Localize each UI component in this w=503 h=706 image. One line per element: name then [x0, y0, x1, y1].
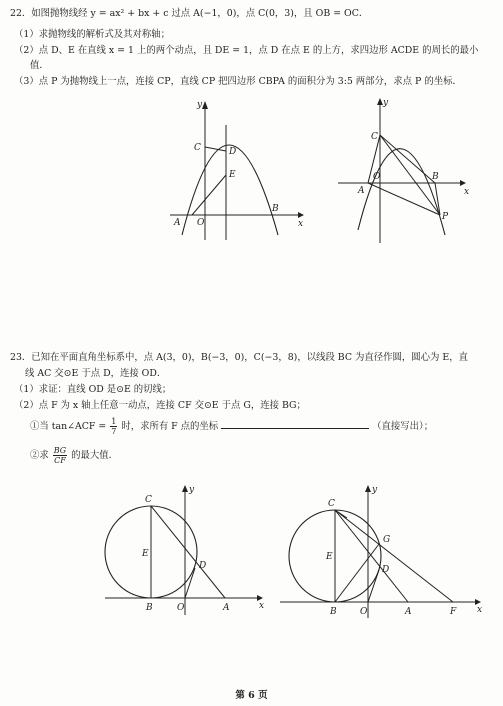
fig4-label-B: B	[330, 607, 337, 617]
fig4-label-O: O	[360, 607, 368, 617]
fig3-label-y: y	[189, 485, 195, 495]
fig2-label-O: O	[373, 172, 381, 182]
q23-figure-1	[95, 480, 270, 620]
q23-part2: （2）点 F 为 x 轴上任意一动点，连接 CF 交⊙E 于点 G，连接 BG；	[14, 400, 306, 411]
q23-sub2-pre: ②求	[30, 450, 49, 461]
fig4-label-C: C	[328, 499, 335, 509]
fig4-label-A: A	[405, 607, 412, 617]
q23-part1: （1）求证：直线 OD 是⊙E 的切线；	[14, 384, 172, 395]
fig3-label-C: C	[145, 495, 152, 505]
q23-stem-line1: 23．已知在平面直角坐标系中，点 A(3，0)，B(−3，0)，C(−3，8)，以线段 BC 为直径作圆，圆心为 E，直	[10, 352, 468, 363]
q23-sub1-pre: ①当 tan∠ACF =	[30, 421, 107, 432]
q22-part1: （1）求抛物线的解析式及其对称轴；	[14, 29, 170, 40]
q22-stem: 22．如图抛物线经 y = ax² + bx + c 过点 A(−1，0)，点 C(0，3)，且 OB = OC．	[10, 8, 369, 19]
fig3-label-E: E	[142, 549, 149, 559]
fig4-label-D: D	[382, 565, 390, 575]
fig2-label-C: C	[371, 132, 378, 142]
fig1-label-O: O	[197, 218, 205, 228]
fig2-label-B: B	[432, 172, 439, 182]
page-number: 第 6 页	[235, 690, 268, 701]
fig1-label-B: B	[272, 204, 279, 214]
fig4-label-y: y	[372, 485, 378, 495]
q23-sub2	[30, 443, 118, 469]
fig4-label-F: F	[450, 607, 457, 617]
q23-figure-2	[275, 480, 495, 620]
fig1-label-x: x	[298, 219, 304, 229]
q23-sub2-den: CF	[54, 456, 66, 465]
q23-sub1-post: 时，求所有 F 点的坐标	[121, 421, 219, 432]
fig2-label-y: y	[383, 98, 389, 108]
fig3-label-x: x	[259, 601, 265, 611]
q23-sub1-tail: （直接写出）；	[372, 421, 434, 432]
fig1-label-E: E	[229, 170, 236, 180]
fig1-label-D: D	[229, 147, 237, 157]
q22-figure-2	[330, 95, 475, 245]
q22-part3: （3）点 P 为抛物线上一点，连接 CP，直线 CP 把四边形 CBPA 的面积分为 3:5 两部分，求点 P 的坐标．	[14, 76, 462, 87]
fig4-label-E: E	[326, 552, 333, 562]
q23-sub2-fraction	[53, 446, 67, 465]
q23-sub1-num: 1	[111, 417, 117, 426]
q22-part2b: 值．	[30, 60, 49, 71]
q23-sub2-post: 的最大值．	[71, 450, 119, 461]
q23-sub1-den: 7	[111, 427, 117, 436]
fig3-label-A: A	[223, 603, 230, 613]
fig3-label-D: D	[199, 561, 207, 571]
fig4-label-x: x	[477, 605, 483, 615]
q23-sub1	[30, 416, 433, 438]
q23-sub1-fraction	[110, 417, 117, 436]
fig3-label-B: B	[146, 603, 153, 613]
q22-part2a: （2）点 D、E 在直线 x = 1 上的两个动点，且 DE = 1，点 D 在点 E 的上方，求四边形 ACDE 的周长的最小	[14, 45, 479, 56]
fig1-label-y: y	[197, 100, 203, 110]
fig4-label-G: G	[383, 535, 391, 545]
fig1-label-A: A	[174, 218, 181, 228]
fig2-label-P: P	[442, 212, 449, 222]
q23-sub2-num: BG	[53, 446, 67, 455]
q22-figure-1	[160, 95, 310, 245]
q23-stem-line2: 线 AC 交⊙E 于点 D，连接 OD．	[25, 368, 167, 379]
fig2-label-A: A	[358, 186, 365, 196]
q23-answer-blank	[221, 419, 369, 429]
fig2-label-x: x	[464, 187, 470, 197]
fig3-label-O: O	[177, 603, 185, 613]
fig1-label-C: C	[194, 143, 201, 153]
